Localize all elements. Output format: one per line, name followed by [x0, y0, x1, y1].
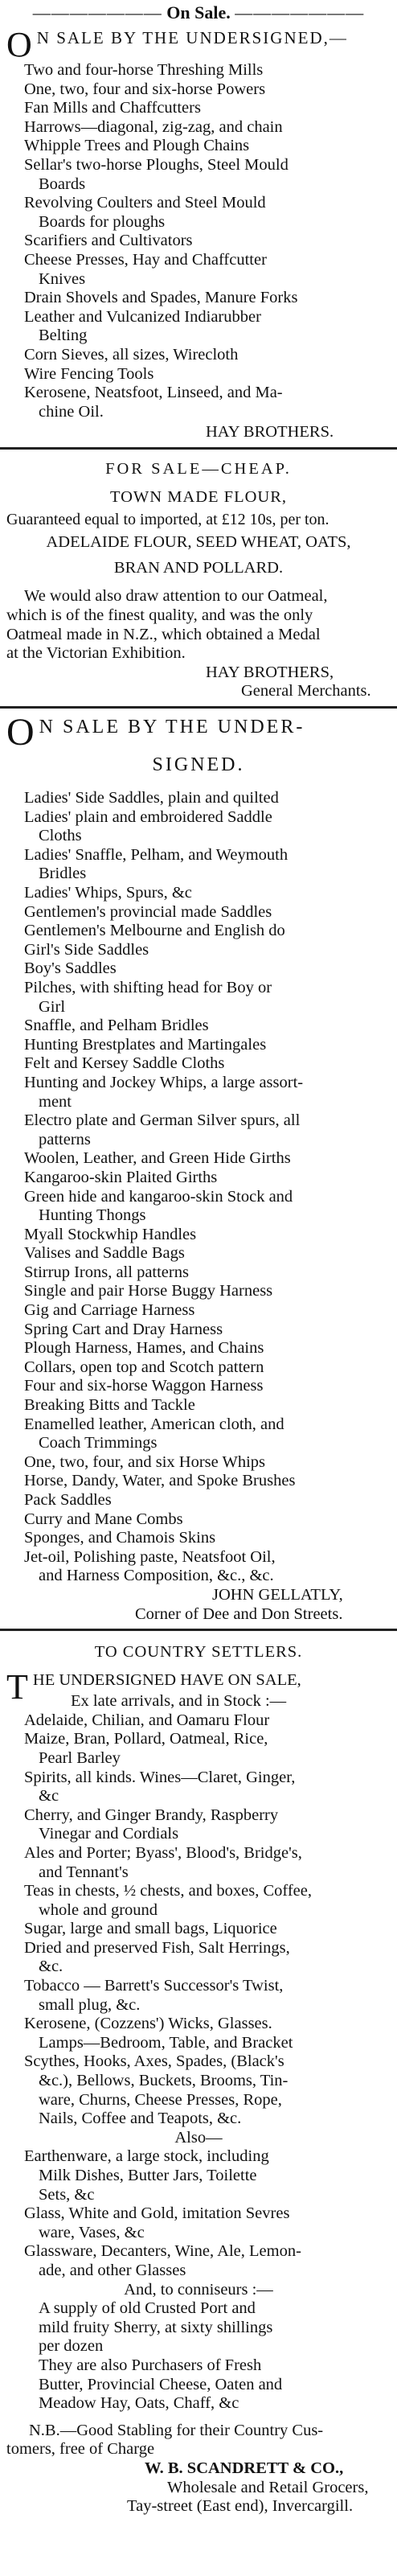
ad4-item: Teas in chests, ½ chests, and boxes, Coffee, — [24, 1882, 312, 1900]
ad4-item: Earthenware, a large stock, including — [24, 2147, 269, 2166]
ad3-item: Snaffle, and Pelham Bridles — [24, 1017, 209, 1035]
ad3-item: Coach Trimmings — [39, 1434, 158, 1452]
ad4-item: mild fruity Sherry, at sixty shillings — [39, 2318, 273, 2336]
ad2-signature: HAY BROTHERS, — [206, 663, 334, 681]
ad4-subheading-text: HE UNDERSIGNED HAVE ON SALE, — [32, 1671, 301, 1690]
ad4-item: Milk Dishes, Butter Jars, Toilette — [39, 2167, 257, 2184]
ad4-item: Vinegar and Cordials — [39, 1825, 179, 1843]
ad1-item: Belting — [39, 327, 88, 345]
ad3-item: Hunting Brestplates and Martingales — [24, 1035, 267, 1054]
ad3-item: Electro plate and German Silver spurs, all — [24, 1111, 301, 1130]
ad1-item: Drain Shovels and Spades, Manure Forks — [24, 289, 298, 307]
ad4-signature-address: Tay-street (East end), Invercargill. — [127, 2497, 354, 2516]
ad4-item: Nails, Coffee and Teapots, &c. — [39, 2110, 242, 2128]
ad4-signature-business: Wholesale and Retail Grocers, — [167, 2478, 369, 2496]
ad1-item: Wire Fencing Tools — [24, 364, 154, 383]
ad3-item: Pilches, with shifting head for Boy or — [24, 978, 272, 996]
ad2-line2: ADELAIDE FLOUR, SEED WHEAT, OATS, — [46, 533, 351, 552]
ad4-item: Glass, White and Gold, imitation Sevres — [24, 2204, 290, 2223]
ad2-body-line: at the Victorian Exhibition. — [6, 644, 186, 663]
ad3-item: Pack Saddles — [24, 1491, 112, 1509]
ad3-item: Myall Stockwhip Handles — [24, 1225, 197, 1243]
ad3-item: Ladies' Whips, Spurs, &c — [24, 884, 192, 902]
ad4-note: tomers, free of Charge — [6, 2440, 155, 2459]
ad4-subheading-line2: Ex late arrivals, and in Stock :— — [71, 1692, 287, 1711]
ad1-item: chine Oil. — [39, 402, 104, 421]
ad3-item: One, two, four, and six Horse Whips — [24, 1452, 265, 1471]
ad3-item: Felt and Kersey Saddle Cloths — [24, 1054, 225, 1073]
ad1-item: Cheese Presses, Hay and Chaffcutter — [24, 250, 267, 269]
ad3-item: ment — [39, 1092, 72, 1111]
ad1-item: Whipple Trees and Plough Chains — [24, 137, 250, 155]
ad3-item: and Harness Composition, &c., &c. — [39, 1567, 274, 1585]
ad4-item: and Tennant's — [39, 1863, 129, 1881]
ad3-item: Horse, Dandy, Water, and Spoke Brushes — [24, 1472, 296, 1490]
ad3-item: Ladies' plain and embroidered Saddle — [24, 807, 272, 826]
ad4-item: Dried and preserved Fish, Salt Herrings, — [24, 1938, 290, 1957]
ad3-item: Jet-oil, Polishing paste, Neatsfoot Oil, — [24, 1547, 276, 1566]
ad4-item: per dozen — [39, 2337, 104, 2356]
ad2-body-line: which is of the finest quality, and was the only — [6, 606, 313, 625]
ad3-item: Four and six-horse Waggon Harness — [24, 1377, 264, 1395]
ad1-item: Revolving Coulters and Steel Mould — [24, 194, 266, 212]
ad4-item: ade, and other Glasses — [39, 2261, 186, 2279]
ad4-item: Maize, Bran, Pollard, Oatmeal, Rice, — [24, 1730, 268, 1748]
ad3-item: Valises and Saddle Bags — [24, 1244, 185, 1263]
ad4-item: Pearl Barley — [39, 1748, 121, 1767]
ad3-item: Woolen, Leather, and Green Hide Girths — [24, 1149, 291, 1168]
column-title: ——————— On Sale. ——————— — [32, 2, 365, 23]
ad3-item: Cloths — [39, 827, 82, 845]
ad4-item: And, to conniseurs :— — [124, 2280, 273, 2299]
ad1-item: Harrows—diagonal, zig-zag, and chain — [24, 117, 283, 136]
on-sale-title: On Sale. — [166, 2, 231, 23]
ad2-heading: FOR SALE—CHEAP. — [105, 459, 292, 478]
ad3-item: Breaking Bitts and Tackle — [24, 1396, 195, 1415]
ad3-item: Gentlemen's provincial made Saddles — [24, 902, 272, 921]
ad3-item: Sponges, and Chamois Skins — [24, 1529, 216, 1547]
ad1-item: Boards — [39, 175, 86, 193]
ad3-item: Gig and Carriage Harness — [24, 1301, 195, 1320]
ad3-item: Bridles — [39, 865, 87, 883]
ad4-item: ware, Churns, Cheese Presses, Rope, — [39, 2090, 282, 2109]
ad4-signature: W. B. SCANDRETT & CO., — [145, 2459, 344, 2477]
ad3-item: Plough Harness, Hames, and Chains — [24, 1339, 264, 1358]
ad4-item: Lamps—Bedroom, Table, and Bracket — [39, 2033, 293, 2052]
ad4-item: Sets, &c — [39, 2185, 95, 2204]
ad4-drop-cap: T — [6, 1667, 28, 1707]
ad4-heading: TO COUNTRY SETTLERS. — [94, 1643, 303, 1662]
ad4-item: A supply of old Crusted Port and — [39, 2299, 256, 2318]
ad2-body-line: We would also draw attention to our Oatmeal, — [24, 587, 328, 606]
ad3-signature-address: Corner of Dee and Don Streets. — [135, 1604, 343, 1623]
ad3-item: Single and pair Horse Buggy Harness — [24, 1282, 273, 1300]
ad1-item: Boards for ploughs — [39, 212, 166, 231]
ad1-heading — [6, 25, 391, 64]
ad3-item: Gentlemen's Melbourne and English do — [24, 922, 285, 940]
ad4-item: whole and ground — [39, 1900, 158, 1919]
ad4-item: small plug, &c. — [39, 1995, 141, 2014]
ad4-item: Adelaide, Chilian, and Oamaru Flour — [24, 1711, 270, 1729]
ad3-heading — [6, 711, 391, 754]
ad1-heading-text: N SALE BY THE UNDERSIGNED,— — [36, 28, 348, 47]
ad4-item: &c — [39, 1787, 59, 1806]
ad3-item: Girl — [39, 997, 66, 1016]
ad3-item: Hunting Thongs — [39, 1206, 146, 1225]
ad4-item: Spirits, all kinds. Wines—Claret, Ginger, — [24, 1768, 296, 1786]
ad3-heading-line2: SIGNED. — [152, 754, 245, 776]
ad4-item: &c. — [39, 1958, 63, 1976]
ad4-item: Butter, Provincial Cheese, Oaten and — [39, 2375, 283, 2393]
ad4-item: Cherry, and Ginger Brandy, Raspberry — [24, 1806, 279, 1824]
ad3-item: Hunting and Jockey Whips, a large assort- — [24, 1073, 304, 1091]
ad1-item: Scarifiers and Cultivators — [24, 232, 193, 250]
ad4-item: ware, Vases, &c — [39, 2223, 145, 2241]
ad3-item: Stirrup Irons, all patterns — [24, 1263, 189, 1281]
ad4-item: Ales and Porter; Byass', Blood's, Bridge's, — [24, 1843, 302, 1862]
ad1-item: Two and four-horse Threshing Mills — [24, 61, 264, 79]
ad3-item: Girl's Side Saddles — [24, 940, 149, 959]
ad3-item: Curry and Mane Combs — [24, 1510, 183, 1528]
ad4-item: Tobacco — Barrett's Successor's Twist, — [24, 1977, 284, 1995]
ad3-item: Boy's Saddles — [24, 959, 117, 978]
ad1-item: Sellar's two-horse Ploughs, Steel Mould — [24, 155, 289, 174]
ad-scandrett-grocers — [0, 1631, 397, 2521]
ad-hay-brothers-flour — [0, 450, 397, 706]
ad-hay-brothers-implements — [0, 24, 397, 447]
ad2-signature-title: General Merchants. — [241, 682, 371, 700]
ad1-item: One, two, four and six-horse Powers — [24, 80, 266, 98]
ad1-item: Corn Sieves, all sizes, Wirecloth — [24, 345, 239, 364]
ad3-item: Green hide and kangaroo-skin Stock and — [24, 1187, 293, 1206]
ad3-drop-cap: O — [6, 711, 35, 754]
ad1-item: Fan Mills and Chaffcutters — [24, 99, 201, 117]
ad3-item: Ladies' Side Saddles, plain and quilted — [24, 789, 279, 807]
ad3-item: Collars, open top and Scotch pattern — [24, 1358, 264, 1376]
ad3-item: Ladies' Snaffle, Pelham, and Weymouth — [24, 845, 289, 864]
ad1-drop-cap: O — [6, 25, 32, 64]
ad4-item: Scythes, Hooks, Axes, Spades, (Black's — [24, 2052, 284, 2071]
ad3-item: patterns — [39, 1130, 91, 1148]
ad2-line1: Guaranteed equal to imported, at £12 10s, per ton. — [6, 510, 329, 528]
ad4-item: Sugar, large and small bags, Liquorice — [24, 1920, 277, 1938]
ad1-item: Kerosene, Neatsfoot, Linseed, and Ma- — [24, 384, 283, 402]
ad4-item: Meadow Hay, Oats, Chaff, &c — [39, 2394, 239, 2413]
ad4-item: Glassware, Decanters, Wine, Ale, Lemon- — [24, 2242, 301, 2261]
ad1-item: Knives — [39, 269, 86, 288]
ad4-item: &c.), Bellows, Buckets, Brooms, Tin- — [39, 2072, 289, 2090]
ad4-item: Also— — [174, 2128, 223, 2147]
ad3-heading-text: N SALE BY THE UNDER- — [39, 717, 305, 738]
ad4-item: Kerosene, (Cozzens') Wicks, Glasses. — [24, 2015, 272, 2033]
ad2-subheading: TOWN MADE FLOUR, — [109, 487, 288, 506]
ad3-item: Spring Cart and Dray Harness — [24, 1320, 223, 1338]
ad-gellatly-saddlery — [0, 709, 397, 1629]
ad4-item: They are also Purchasers of Fresh — [39, 2356, 262, 2374]
ad3-item: Enamelled leather, American cloth, and — [24, 1415, 284, 1433]
ad3-item: Kangaroo-skin Plaited Girths — [24, 1168, 218, 1186]
ad1-item: Leather and Vulcanized Indiarubber — [24, 307, 261, 326]
ad2-line3: BRAN AND POLLARD. — [113, 559, 284, 577]
ad2-body-line: Oatmeal made in N.Z., which obtained a Medal — [6, 625, 321, 643]
ad3-signature: JOHN GELLATLY, — [212, 1585, 343, 1604]
ad1-signature: HAY BROTHERS. — [206, 423, 334, 442]
ad4-note: N.B.—Good Stabling for their Country Cus- — [29, 2421, 324, 2439]
